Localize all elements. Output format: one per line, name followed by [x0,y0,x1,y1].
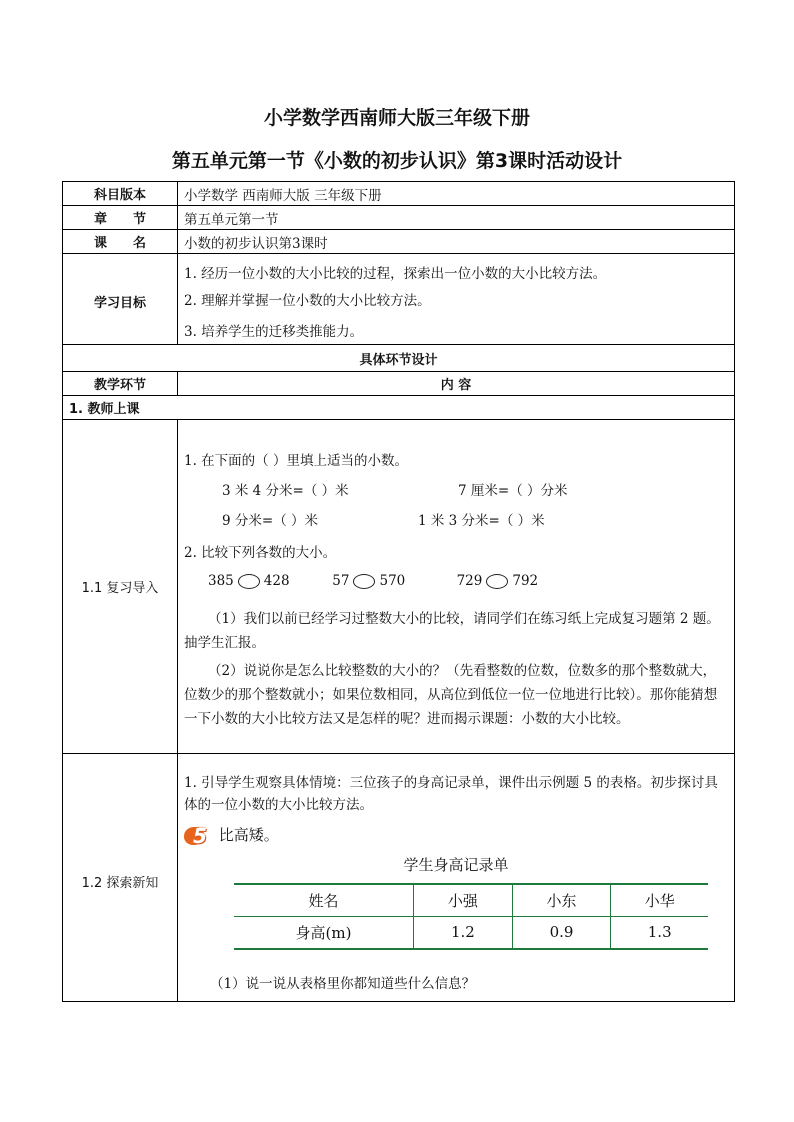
row-step-review [63,420,735,754]
col-content-header: 内 容 [178,372,735,396]
question-compare: 2. 比较下列各数的大小。 [184,544,337,561]
compare-item: 729 792 [456,572,539,589]
fill-line-1 [184,479,728,509]
goal-item: 1. 经历一位小数的大小比较的过程，探索出一位小数的大小比较方法。 [184,266,607,282]
row-design-heading [63,345,735,372]
compare-circle[interactable] [486,574,508,589]
chapter-value: 第五单元第一节 [178,206,735,230]
goals-label: 学习目标 [63,254,178,345]
example-heading [184,824,728,848]
compare-circle[interactable] [238,574,260,589]
fill-item: 3 米 4 分米=（ ）米 [222,482,349,499]
row-version [63,182,735,206]
fill-item: 7 厘米=（ ）分米 [458,482,568,499]
compare-item: 385 428 [208,572,290,589]
table-cell: 1.2 [414,916,513,949]
step-review-content [178,420,735,754]
step-review-label: 1.1 复习导入 [63,420,178,754]
goal-item: 3. 培养学生的迁移类推能力。 [184,324,364,340]
review-paragraph-1: （1）我们以前已经学习过整数大小的比较，请同学们在练习纸上完成复习题第 2 题。抽学生汇报。 [184,610,720,651]
lesson-label: 课名 [63,230,178,254]
version-value: 小学数学 西南师大版 三年级下册 [178,182,735,206]
table-cell: 身高(m) [234,916,414,949]
compare-circle[interactable] [353,574,375,589]
step-explore-label: 1.2 探索新知 [63,754,178,1002]
question-fill: 1. 在下面的（ ）里填上适当的小数。 [184,452,408,469]
section1-heading: 1. 教师上课 [63,396,735,420]
col-stage-header: 教学环节 [63,372,178,396]
compare-line [184,573,728,607]
table-cell: 姓名 [234,884,414,917]
row-goals [63,254,735,345]
table-cell: 1.3 [611,916,708,949]
explore-question: （1）说一说从表格里你都知道些什么信息？ [210,975,476,992]
design-heading: 具体环节设计 [63,345,735,372]
table-cell: 小强 [414,884,513,917]
example-number-icon: 5 [184,824,214,848]
chapter-label: 章节 [63,206,178,230]
document-title: 小学数学西南师大版三年级下册 [263,107,530,129]
fill-line-2 [184,509,728,541]
document-subtitle: 第五单元第一节《小数的初步认识》第3课时活动设计 [171,150,623,172]
lesson-plan-table [62,181,735,1002]
lesson-value: 小数的初步认识第3课时 [178,230,735,254]
table-cell: 小东 [512,884,611,917]
goal-item: 2. 理解并掌握一位小数的大小比较方法。 [184,293,431,309]
height-table-row [234,916,708,949]
fill-item: 1 米 3 分米=（ ）米 [418,512,545,529]
row-columns [63,372,735,396]
fill-item: 9 分米=（ ）米 [222,512,318,529]
row-chapter [63,206,735,230]
table-cell: 小华 [611,884,708,917]
review-paragraph-2: （2）说说你是怎么比较整数的大小的？（先看整数的位数，位数多的那个整数就大，位数少的那个整数就小；如果位数相同，从高位到低位一位一位地进行比较）。那你能猜想一下小数的大小比较方法又是怎样的呢？进而揭示课题：小数的大小比较。 [184,662,718,727]
goals-list [178,254,735,345]
compare-item: 57 570 [332,572,406,589]
explore-paragraph: 1. 引导学生观察具体情境：三位孩子的身高记录单，课件出示例题 5 的表格。初步探讨具体的一位小数的大小比较方法。 [184,774,718,813]
table-cell: 0.9 [512,916,611,949]
height-table-header [234,884,708,917]
row-section1 [63,396,735,420]
height-table-title: 学生身高记录单 [403,855,509,874]
height-table [234,883,708,950]
row-lesson [63,230,735,254]
version-label: 科目版本 [63,182,178,206]
row-step-explore [63,754,735,1002]
step-explore-content [178,754,735,1002]
example-text: 比高矮。 [218,825,279,844]
